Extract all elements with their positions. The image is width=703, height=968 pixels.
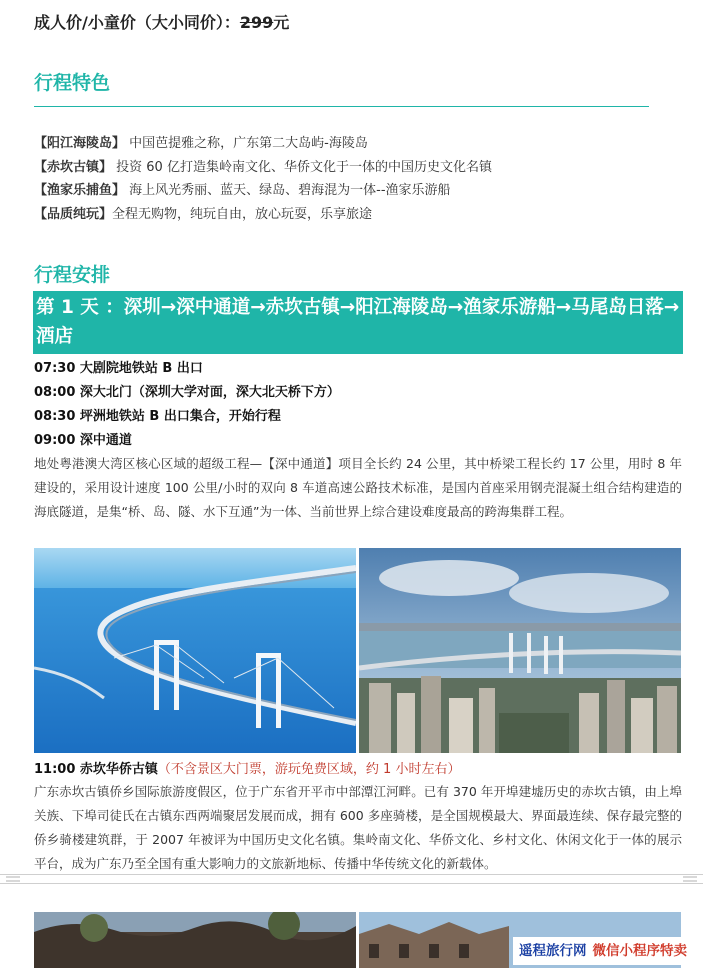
day1-time-list: [34, 357, 340, 453]
time-row: 07:30 大剧院地铁站 B 出口: [34, 361, 203, 376]
stop2-note: （不含景区大门票，游玩免费区域，约 1 小时左右）: [157, 762, 461, 777]
tunnel-description: 地处粤港澳大湾区核心区域的超级工程—【深中通道】项目全长约 24 公里，其中桥梁工程长约 17 公里，用时 8 年建设的，采用设计速度 100 公里/小时的双向 8 车道高速公路技术标准，是国内首座采用钢壳混凝土组合结构建造的海底隧道，是集“桥、岛、隧、水下互通”为一体、当前世界上综合建设难度最高的跨海集群工程。: [34, 456, 682, 519]
day1-banner: 第 1 天 ：深圳→深中通道→赤坎古镇→阳江海陵岛→渔家乐游船→马尾岛日落→酒店: [33, 291, 683, 354]
watermark-banner: [513, 937, 693, 965]
watermark-slogan: 微信小程序特卖: [592, 943, 687, 959]
features-divider: [34, 106, 649, 107]
feature-item: [34, 203, 674, 227]
price-unit: 元: [273, 13, 290, 32]
feature-tag: 【渔家乐捕鱼】: [34, 183, 126, 198]
feature-text: 中国芭提雅之称，广东第二大岛屿-海陵岛: [125, 136, 368, 151]
feature-item: [34, 179, 674, 203]
time-row: 09:00 深中通道: [34, 433, 132, 448]
price-label: 成人价/小童价（大小同价）：: [34, 13, 240, 32]
features-title: 行程特色: [34, 72, 111, 94]
stop2-time-name: 11:00 赤坎华侨古镇: [34, 762, 158, 777]
features-list: [34, 132, 674, 226]
feature-tag: 【阳江海陵岛】: [34, 136, 126, 151]
page-separator: [0, 874, 703, 884]
feature-tag: 【品质纯玩】: [34, 206, 113, 222]
bridge-photo-sea: [34, 548, 356, 753]
time-row: 08:30 坪洲地铁站 B 出口集合，开始行程: [34, 409, 281, 424]
feature-tag: 【赤坎古镇】: [34, 159, 113, 175]
separator-left-mark: [6, 874, 20, 884]
watermark-site: 遥程旅行网: [519, 943, 587, 959]
price-line: [34, 10, 289, 33]
old-town-photo-left: [34, 912, 356, 968]
stop2-description: 广东赤坎古镇侨乡国际旅游度假区，位于广东省开平市中部潭江河畔。已有 370 年开埠建墟历史的赤坎古镇，由上埠关族、下埠司徒氏在古镇东西两端聚居发展而成，拥有 600 多座骑楼，是全国规模最大、界面最连续、保存最完整的侨乡骑楼建筑群，于 2007 年被评为中国历史文化名镇。集岭南文化、华侨文化、乡村文化、休闲文化于一体的展示平台，成为广东乃至全国有重大影响力的文旅新地标、传播中华传统文化的新载体。: [34, 784, 682, 871]
stop2-title: [34, 758, 460, 777]
feature-text: 海上风光秀丽、蓝天、绿岛、碧海混为一体--渔家乐游船: [125, 183, 451, 198]
time-row: 08:00 深大北门（深圳大学对面，深大北天桥下方）: [34, 385, 340, 400]
schedule-title: 行程安排: [34, 264, 111, 286]
feature-text: 投资 60 亿打造集岭南文化、华侨文化于一体的中国历史文化名镇: [112, 159, 492, 175]
price-value: 299: [239, 13, 274, 32]
feature-item: [34, 132, 674, 156]
separator-right-mark: [683, 874, 697, 884]
feature-text: 全程无购物，纯玩自由，放心玩耍，乐享旅途: [112, 206, 373, 222]
bridge-photo-city: [359, 548, 681, 753]
feature-item: [34, 156, 674, 180]
